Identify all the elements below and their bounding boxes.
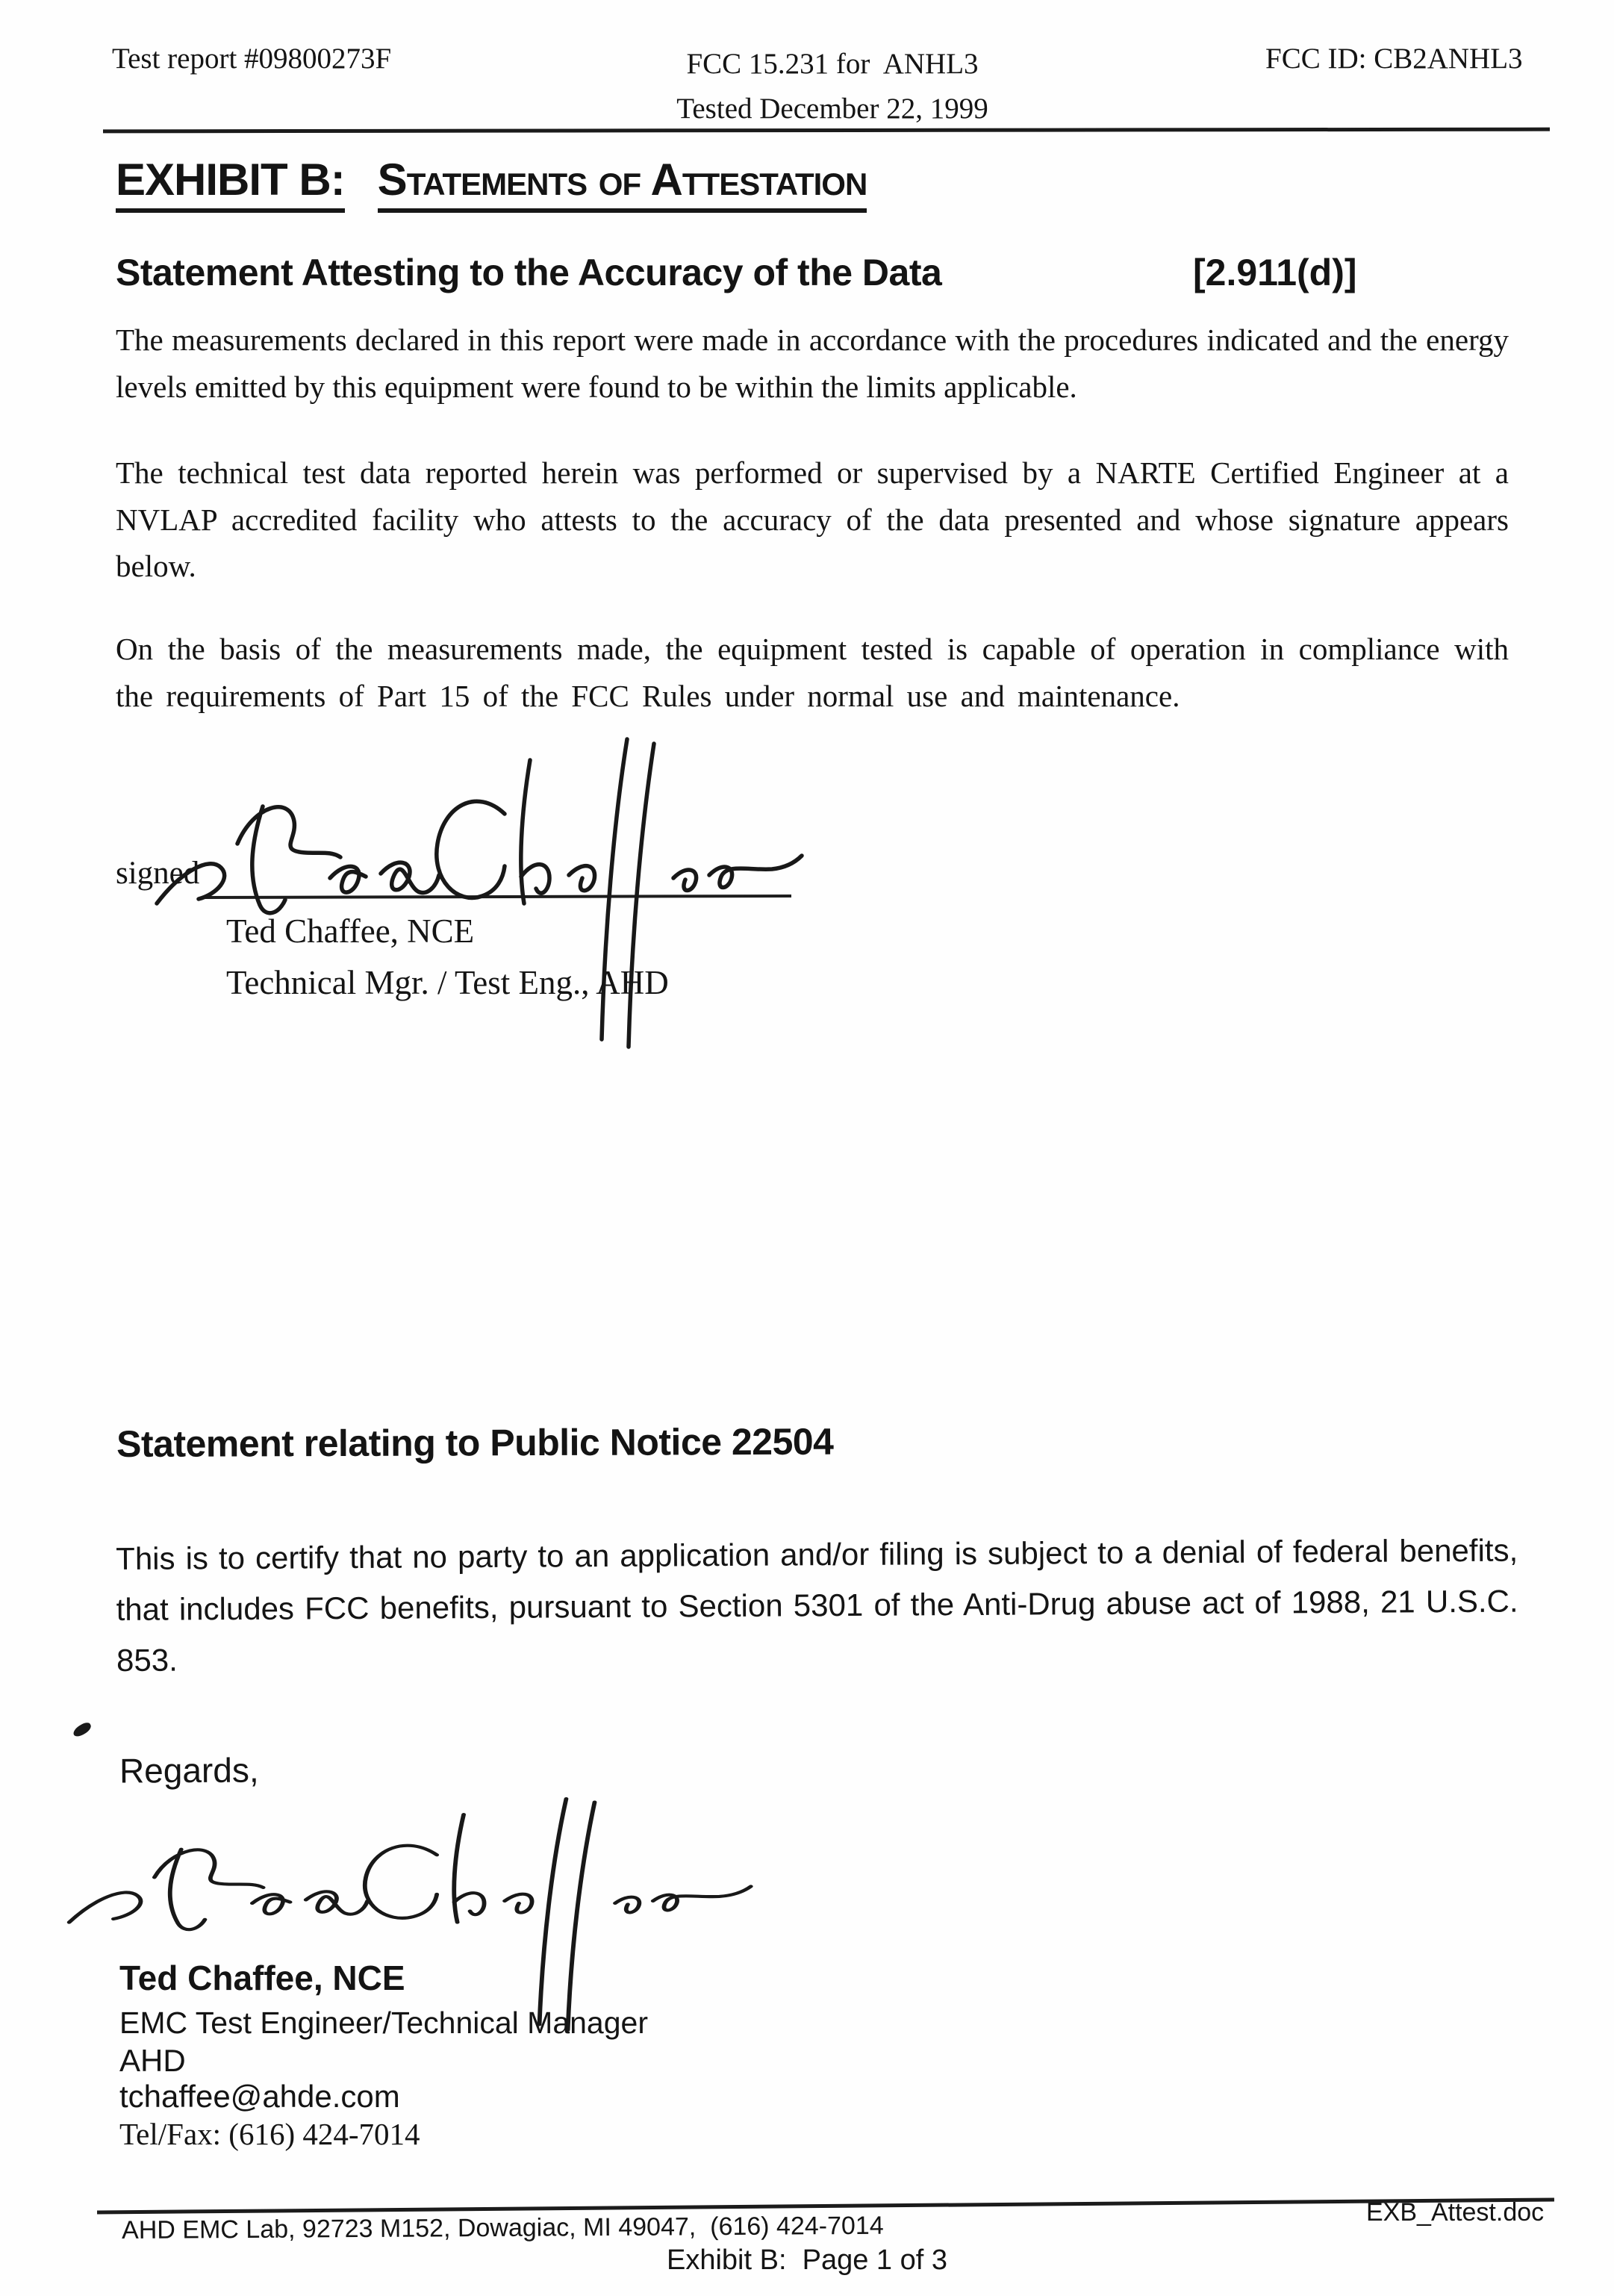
signatory-organization: AHD — [119, 2043, 186, 2078]
header-report-number: Test report #09800273F — [112, 43, 392, 75]
signed-label: signed — [116, 856, 200, 891]
ink-smudge — [71, 1721, 93, 1739]
header-center-block — [676, 42, 988, 132]
footer-page-label: Exhibit B: Page 1 of 3 — [666, 2244, 947, 2276]
statement1-paragraph-3: On the basis of the measurements made, the equipment tested is capable of operation in compliance with the requirements of Part 15 of the FCC Rules under normal use and maintenance. — [116, 632, 1509, 713]
footer-doc-name: EXB_Attest.doc — [1366, 2198, 1545, 2227]
signatory-telfax: Tel/Fax: (616) 424-7014 — [119, 2117, 420, 2151]
signatory-role: EMC Test Engineer/Technical Manager — [119, 2006, 648, 2040]
header-test-date: Tested December 22, 1999 — [676, 93, 988, 125]
signatory-name: Ted Chaffee, NCE — [119, 1959, 405, 1997]
header-fcc-rule: FCC 15.231 for ANHL3 — [686, 48, 979, 80]
statement1-title: Statement Attesting to the Accuracy of the Data — [116, 252, 942, 293]
exhibit-label: EXHIBIT B: — [116, 154, 345, 213]
statement1-paragraph-1: The measurements declared in this report were made in accordance with the procedures indicated and the energy levels emitted by this equipment were found to be within the limits applicable. — [116, 323, 1509, 404]
statement2-title: Statement relating to Public Notice 22504 — [116, 1420, 834, 1465]
statement1-rule-reference: [2.911(d)] — [1193, 252, 1357, 293]
header-fcc-id: FCC ID: CB2ANHL3 — [1265, 43, 1523, 75]
signatory-name: Ted Chaffee, NCE — [226, 912, 475, 950]
exhibit-heading — [116, 154, 867, 213]
signature-ted-chaffee — [60, 1783, 754, 2037]
closing-word: Regards, — [119, 1750, 259, 1791]
statement2-paragraph: This is to certify that no party to an application and/or filing is subject to a denial of federal benefits, that includes FCC benefits, pursuant to Section 5301 of the Anti-Drug abuse act of 1988, 21 U.S.C. 853. — [116, 1532, 1518, 1679]
exhibit-title: Statements of Attestation — [378, 154, 867, 213]
statement1-paragraph-2: The technical test data reported herein was performed or supervised by a NARTE Certified Engineer at a NVLAP accredited facility who attests to the accuracy of the data presented and whose signature appears below. — [116, 455, 1509, 584]
signatory-title: Technical Mgr. / Test Eng., AHD — [226, 964, 669, 1001]
footer-lab-address: AHD EMC Lab, 92723 M152, Dowagiac, MI 49047, (616) 424-7014 — [122, 2211, 884, 2244]
signature-ted-chaffee — [148, 718, 805, 1056]
header-divider-line — [103, 128, 1550, 134]
signatory-email: tchaffee@ahde.com — [119, 2079, 400, 2114]
